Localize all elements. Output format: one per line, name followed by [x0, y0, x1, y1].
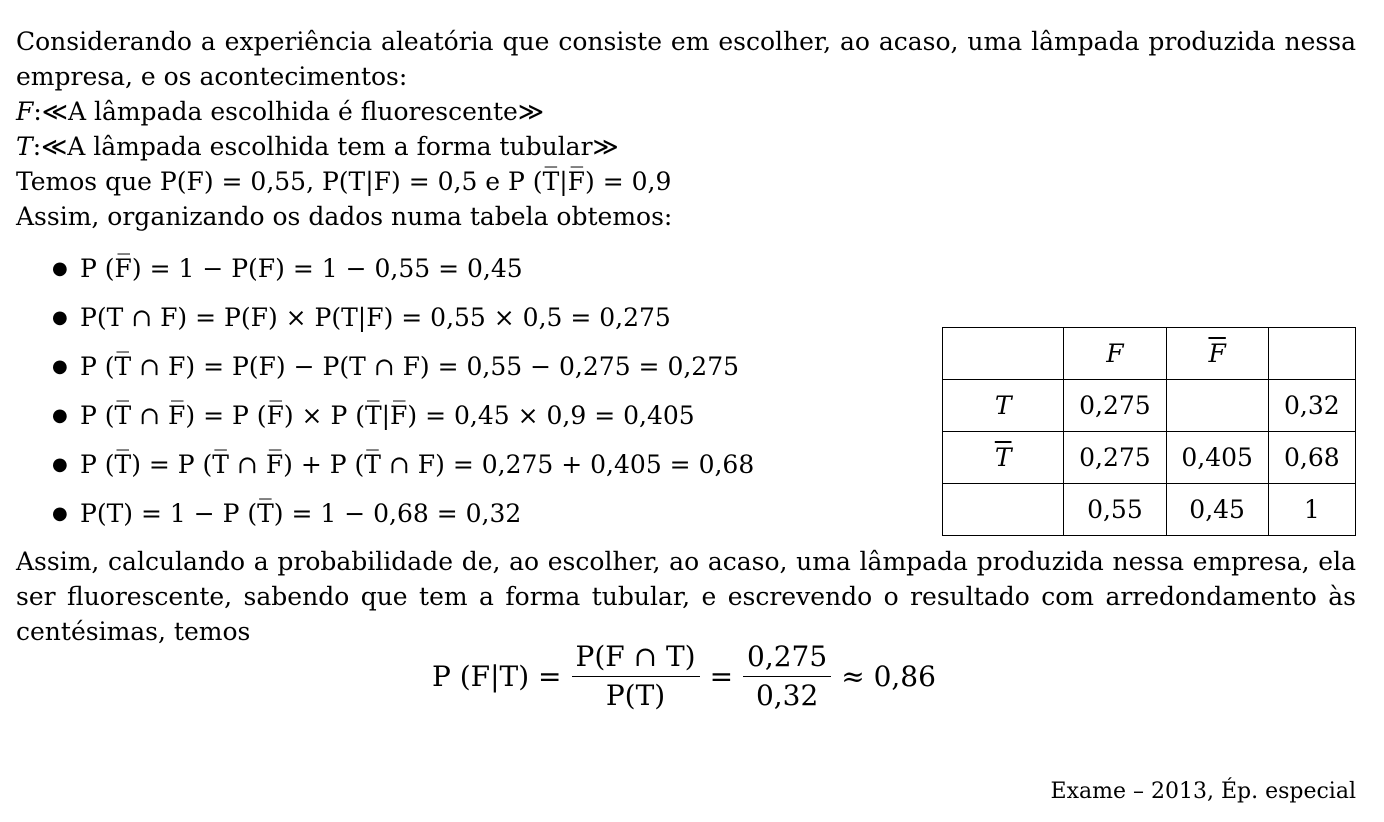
table-header-row	[943, 328, 1356, 380]
final-formula	[432, 640, 936, 713]
table-cell	[943, 484, 1064, 536]
event-f-text: :≪A lâmpada escolhida é fluorescente≫	[33, 97, 545, 126]
event-f-line	[16, 94, 1356, 129]
fraction-general	[572, 640, 700, 713]
table-cell: 0,68	[1268, 432, 1355, 484]
event-t-symbol: T	[16, 132, 33, 161]
list-item	[52, 440, 932, 489]
fraction-values	[743, 640, 831, 713]
derivation-text: P (T̅ ∩ F) = P(F) − P(T ∩ F) = 0,55 − 0,275 = 0,275	[80, 352, 740, 381]
derivation-and-table	[16, 244, 1356, 544]
intro-paragraph: Considerando a experiência aleatória que consiste em escolher, ao acaso, uma lâmpada produzida nessa empresa, e os acontecimentos:	[16, 27, 1356, 91]
table-cell	[1166, 380, 1268, 432]
bullet-icon: ●	[52, 258, 68, 279]
row-label-t-complement: $\overline{T}$	[943, 432, 1064, 484]
header-f: F	[1064, 328, 1166, 380]
event-t-line	[16, 129, 1356, 164]
table-cell: 1	[1268, 484, 1355, 536]
equals-sign: =	[709, 660, 734, 693]
header-f-complement: $\overline{F}$	[1166, 328, 1268, 380]
table-cell	[1268, 328, 1355, 380]
table-row	[943, 484, 1356, 536]
derivation-text: P(T ∩ F) = P(F) × P(T|F) = 0,55 × 0,5 = 0,275	[80, 303, 671, 332]
bullet-icon: ●	[52, 356, 68, 377]
table-cell: 0,405	[1166, 432, 1268, 484]
document-page	[16, 24, 1356, 649]
derivation-text: P (T̅) = P (T̅ ∩ F̅) + P (T̅ ∩ F) = 0,275 + 0,405 = 0,68	[80, 450, 755, 479]
formula-lhs: P (F|T) =	[432, 660, 562, 693]
table-cell: 0,275	[1064, 432, 1166, 484]
intro-section	[16, 24, 1356, 234]
fraction-denominator: P(T)	[605, 679, 666, 712]
fraction-denominator: 0,32	[755, 679, 819, 712]
list-item	[52, 391, 932, 440]
bullet-icon: ●	[52, 503, 68, 524]
table-cell	[943, 328, 1064, 380]
derivation-text: P(T) = 1 − P (T̅) = 1 − 0,68 = 0,32	[80, 499, 522, 528]
fraction-numerator: P(F ∩ T)	[572, 640, 700, 677]
derivation-text: P (F̅) = 1 − P(F) = 1 − 0,55 = 0,45	[80, 254, 523, 283]
probability-table	[942, 327, 1356, 536]
list-item	[52, 342, 932, 391]
row-label-t: T	[943, 380, 1064, 432]
table-cell: 0,55	[1064, 484, 1166, 536]
table-row	[943, 432, 1356, 484]
table-cell: 0,32	[1268, 380, 1355, 432]
bullet-icon: ●	[52, 307, 68, 328]
conclusion-paragraph: Assim, calculando a probabilidade de, ao escolher, ao acaso, uma lâmpada produzida nessa empresa, ela ser fluorescente, sabendo que tem a forma tubular, e escrevendo o resultado com arredondamento às centésimas, temos	[16, 547, 1356, 646]
table-row	[943, 380, 1356, 432]
table-cell: 0,45	[1166, 484, 1268, 536]
formula-result: ≈ 0,86	[841, 660, 936, 693]
table-cell: 0,275	[1064, 380, 1166, 432]
table-intro-line: Assim, organizando os dados numa tabela obtemos:	[16, 202, 673, 231]
list-item	[52, 489, 932, 538]
list-item	[52, 244, 932, 293]
fraction-numerator: 0,275	[743, 640, 831, 677]
event-f-symbol: F	[16, 97, 34, 126]
bullet-icon: ●	[52, 454, 68, 475]
event-t-text: :≪A lâmpada escolhida tem a forma tubular≫	[32, 132, 619, 161]
list-item	[52, 293, 932, 342]
bullet-icon: ●	[52, 405, 68, 426]
given-line: Temos que P(F) = 0,55, P(T|F) = 0,5 e P (T̅|F̅) = 0,9	[16, 167, 672, 196]
conclusion-section	[16, 544, 1356, 649]
derivation-text: P (T̅ ∩ F̅) = P (F̅) × P (T̅|F̅) = 0,45 × 0,9 = 0,405	[80, 401, 695, 430]
derivation-list	[52, 244, 932, 538]
source-citation: Exame – 2013, Ép. especial	[1050, 779, 1356, 804]
